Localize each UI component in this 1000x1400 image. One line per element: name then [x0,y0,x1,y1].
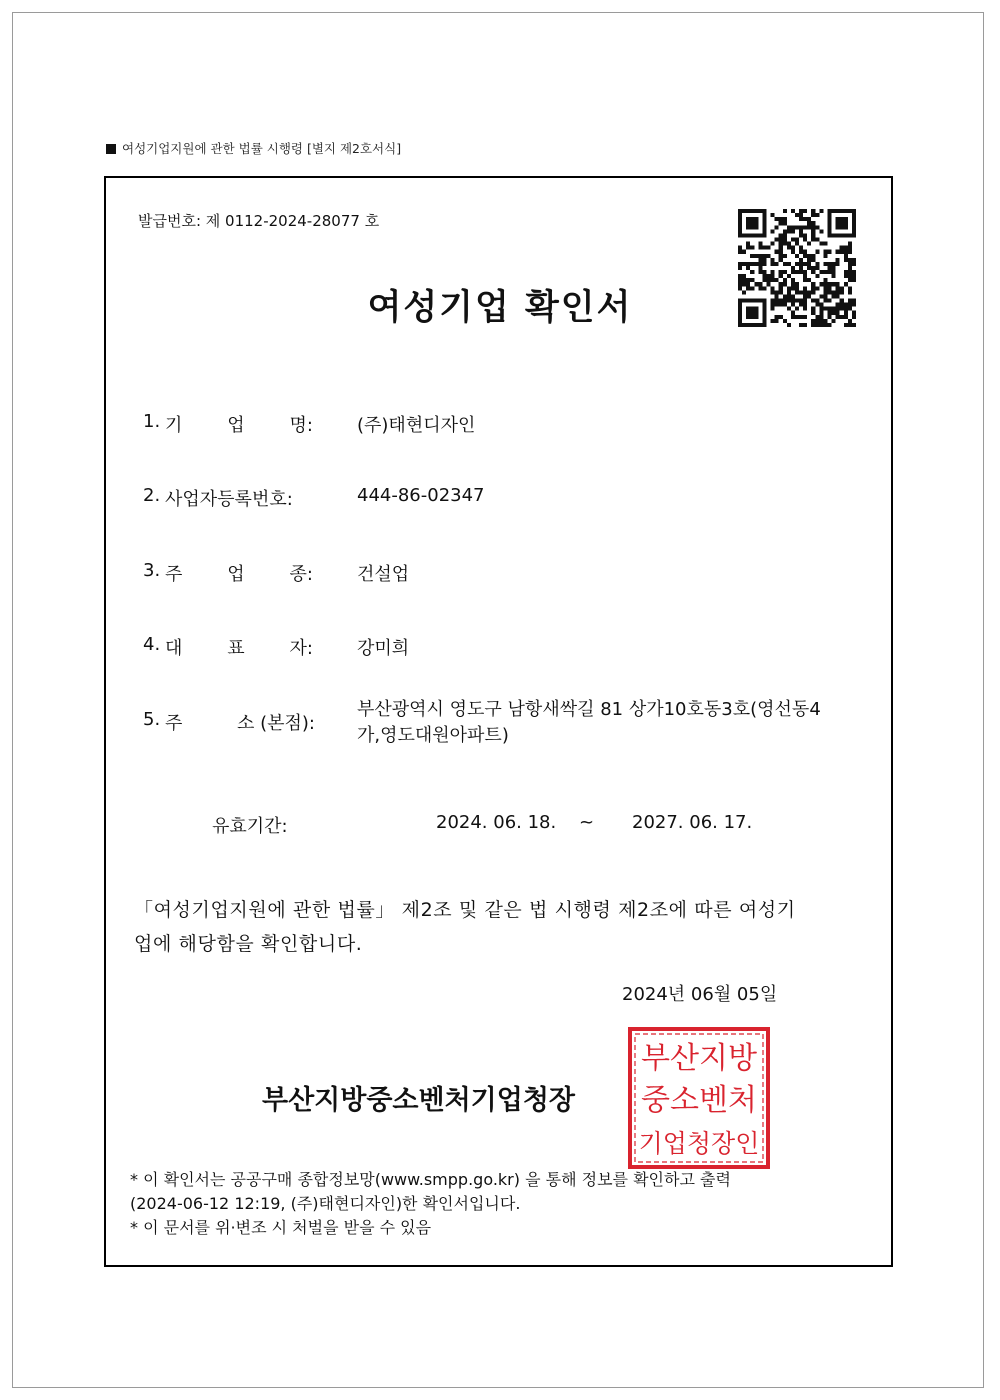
field-5-label-char: 주 [165,713,183,734]
validity-end-date: 2027. 06. 17. [632,812,753,833]
field-2-number: 2. [143,485,161,506]
validity-label: 유효기간: [212,816,288,837]
field-4-number: 4. [143,634,161,655]
business-reg-number-value: 444-86-02347 [357,485,485,506]
field-3-label-char: 업 [227,564,245,585]
company-name-value: (주)태현디자인 [357,415,476,436]
footnote-line: * 이 확인서는 공공구매 종합정보망(www.smpp.go.kr) 을 통해 정보를 확인하고 출력 [130,1170,731,1189]
field-1-label-char: 기 [165,415,183,436]
issue-date: 2024년 06월 05일 [622,984,778,1005]
confirmation-statement: 「여성기업지원에 관한 법률」 제2조 및 같은 법 시행령 제2조에 따른 여성기업에 해당함을 확인합니다. [134,899,796,955]
field-1-label-char: 업 [227,415,245,436]
footnotes [130,1168,830,1240]
field-4-label [165,634,313,660]
field-4-label-char: 대 [165,638,183,659]
validity-separator: ~ [579,812,595,833]
representative-value: 강미희 [357,638,410,659]
field-5-label-char: 소 (본점): [237,713,315,734]
field-1-label-char: 명: [289,415,313,436]
form-reference-text: 여성기업지원에 관한 법률 시행령 [별지 제2호서식] [122,141,402,156]
square-bullet-icon [106,144,116,154]
footnote-line: * 이 문서를 위·변조 시 처벌을 받을 수 있음 [130,1218,432,1237]
form-reference-note [106,139,401,157]
field-3-label-char: 종: [289,564,313,585]
footnote-line: (2024-06-12 12:19, (주)태현디자인)한 확인서입니다. [130,1194,521,1213]
field-3-label-char: 주 [165,564,183,585]
field-2-label: 사업자등록번호: [165,489,293,510]
field-5-number: 5. [143,709,161,730]
seal-line-1: 부산지방 [641,1041,757,1076]
seal-line-3: 기업청장인 [638,1129,760,1158]
field-1-label [165,411,313,437]
field-3-number: 3. [143,560,161,581]
validity-start-date: 2024. 06. 18. [436,812,557,833]
document-title: 여성기업 확인서 [367,288,633,328]
official-seal-icon [627,1026,771,1170]
main-industry-value: 건설업 [357,564,410,585]
field-4-label-char: 자: [289,638,313,659]
issue-number: 발급번호: 제 0112-2024-28077 호 [138,212,380,230]
seal-line-2: 중소벤처 [641,1083,757,1118]
issuing-authority: 부산지방중소벤처기업청장 [262,1085,575,1116]
field-4-label-char: 표 [227,638,245,659]
field-3-label [165,560,313,586]
field-1-number: 1. [143,411,161,432]
field-5-label [165,709,315,735]
address-value: 부산광역시 영도구 남항새싹길 81 상가10호동3호(영선동4가,영도대원아파트) [357,699,821,746]
